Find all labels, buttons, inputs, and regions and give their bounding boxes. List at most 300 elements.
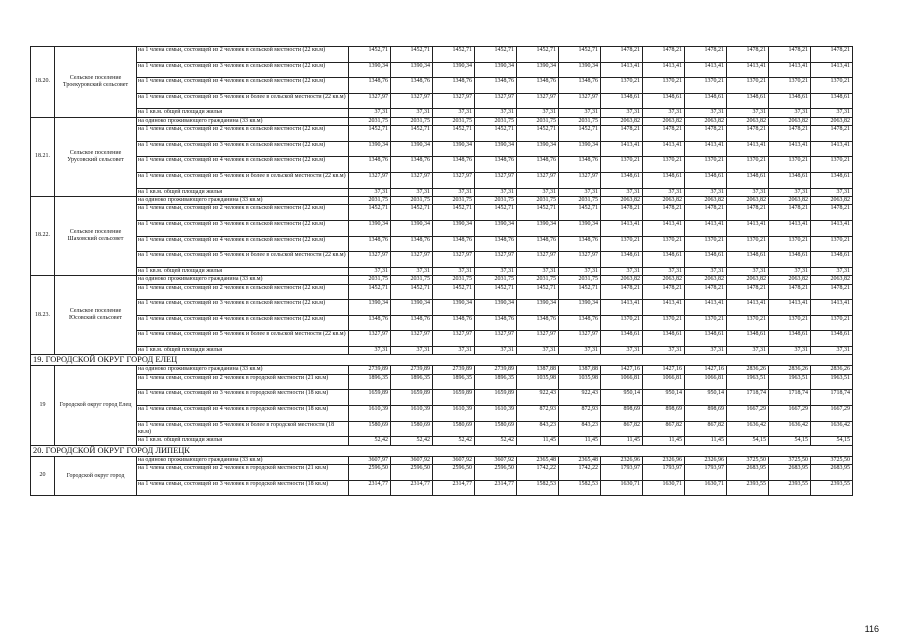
norm-description: на 1 члена семьи, состоящей из 3 человек в сельской местности (22 кв.м) [137,300,349,316]
value-cell: 37,31 [517,346,559,354]
municipality-name: Сельское поселение Юсовский сельсовет [55,276,137,355]
value-cell: 950,14 [643,390,685,406]
table-row [31,117,853,125]
value-cell: 1390,34 [475,141,517,157]
value-cell: 1478,21 [685,47,727,63]
value-cell: 2393,55 [727,480,769,496]
value-cell: 37,31 [433,188,475,196]
value-cell: 37,31 [349,267,391,275]
value-cell: 1327,97 [475,93,517,109]
value-cell: 2063,82 [685,196,727,204]
norm-description: на 1 члена семьи, состоящей из 2 человек в сельской местности (22 кв.м) [137,47,349,63]
value-cell: 1348,76 [433,315,475,331]
value-cell: 898,69 [601,405,643,421]
value-cell: 950,14 [601,390,643,406]
value-cell: 1742,22 [559,465,601,481]
value-cell: 1478,21 [601,284,643,300]
value-cell: 1452,71 [517,284,559,300]
table-row [31,284,853,300]
value-cell: 1390,34 [349,220,391,236]
value-cell: 1066,81 [685,374,727,390]
value-cell: 37,31 [349,346,391,354]
value-cell: 898,69 [643,405,685,421]
value-cell: 1413,41 [601,220,643,236]
value-cell: 1387,88 [559,366,601,374]
norm-description: на 1 члена семьи, состоящей из 2 человек в городской местности (21 кв.м) [137,465,349,481]
value-cell: 37,31 [559,109,601,117]
value-cell: 1413,41 [727,300,769,316]
value-cell: 1327,97 [517,252,559,268]
value-cell: 1390,34 [559,62,601,78]
value-cell: 1718,74 [727,390,769,406]
value-cell: 2739,89 [433,366,475,374]
value-cell: 1390,34 [517,220,559,236]
value-cell: 1370,21 [727,78,769,94]
value-cell: 1478,21 [643,47,685,63]
value-cell: 37,31 [727,109,769,117]
table-row [31,315,853,331]
value-cell: 1370,21 [727,157,769,173]
value-cell: 2063,82 [769,117,811,125]
value-cell: 1327,97 [475,172,517,188]
value-cell: 1390,34 [475,62,517,78]
value-cell: 2683,95 [769,465,811,481]
norm-description: на 1 члена семьи, состоящей из 4 человек в сельской местности (22 кв.м) [137,157,349,173]
value-cell: 2836,26 [727,366,769,374]
value-cell: 1370,21 [769,315,811,331]
value-cell: 1348,76 [475,157,517,173]
table-row [31,374,853,390]
norm-description: на 1 кв.м. общей площади жилья [137,437,349,445]
row-code: 18.22. [31,196,55,275]
value-cell: 1452,71 [433,126,475,142]
value-cell: 2031,75 [433,117,475,125]
value-cell: 1452,71 [517,205,559,221]
value-cell: 1390,34 [517,62,559,78]
value-cell: 1413,41 [769,62,811,78]
value-cell: 3725,50 [727,456,769,464]
value-cell: 2326,96 [685,456,727,464]
norm-description: на одиноко проживающего гражданина (33 кв.м) [137,117,349,125]
value-cell: 1327,97 [517,172,559,188]
value-cell: 1580,69 [349,421,391,437]
value-cell: 1413,41 [685,141,727,157]
norm-description: на 1 члена семьи, состоящей из 2 человек в городской местности (21 кв.м) [137,374,349,390]
value-cell: 922,43 [559,390,601,406]
value-cell: 2031,75 [475,196,517,204]
value-cell: 2596,50 [391,465,433,481]
table-row [31,196,853,204]
norm-description: на 1 члена семьи, состоящей из 3 человек в сельской местности (22 кв.м) [137,220,349,236]
value-cell: 1348,76 [349,78,391,94]
value-cell: 2063,82 [643,196,685,204]
value-cell: 1413,41 [727,62,769,78]
norm-description: на одиноко проживающего гражданина (33 кв.м) [137,456,349,464]
section-row [31,355,853,366]
value-cell: 2063,82 [727,276,769,284]
value-cell: 1478,21 [811,205,853,221]
value-cell: 1390,34 [433,141,475,157]
value-cell: 867,82 [601,421,643,437]
value-cell: 1348,61 [685,331,727,347]
value-cell: 1478,21 [811,126,853,142]
value-cell: 37,31 [517,109,559,117]
value-cell: 52,42 [391,437,433,445]
norm-description: на 1 члена семьи, состоящей из 3 человек в сельской местности (22 кв.м) [137,62,349,78]
value-cell: 2596,50 [433,465,475,481]
value-cell: 1348,61 [769,93,811,109]
value-cell: 2063,82 [601,276,643,284]
value-cell: 2596,50 [475,465,517,481]
value-cell: 1370,21 [601,236,643,252]
value-cell: 37,31 [769,188,811,196]
table-row [31,480,853,496]
value-cell: 11,45 [601,437,643,445]
value-cell: 1327,97 [391,93,433,109]
row-code: 18.23. [31,276,55,355]
value-cell: 2063,82 [601,196,643,204]
value-cell: 37,31 [685,109,727,117]
row-code: 19 [31,366,55,445]
value-cell: 1413,41 [769,300,811,316]
value-cell: 1478,21 [643,205,685,221]
value-cell: 2031,75 [559,276,601,284]
value-cell: 37,31 [517,267,559,275]
value-cell: 37,31 [601,188,643,196]
table-row [31,205,853,221]
value-cell: 1327,97 [517,331,559,347]
value-cell: 1390,34 [433,300,475,316]
value-cell: 1413,41 [643,62,685,78]
value-cell: 1582,53 [559,480,601,496]
value-cell: 37,31 [601,346,643,354]
value-cell: 1327,97 [433,93,475,109]
value-cell: 867,82 [643,421,685,437]
value-cell: 1413,41 [811,300,853,316]
value-cell: 1478,21 [601,126,643,142]
value-cell: 1413,41 [601,62,643,78]
value-cell: 37,31 [475,188,517,196]
value-cell: 1348,76 [391,78,433,94]
norm-description: на 1 члена семьи, состоящей из 4 человек в сельской местности (22 кв.м) [137,315,349,331]
value-cell: 2393,55 [811,480,853,496]
value-cell: 1452,71 [391,205,433,221]
value-cell: 1452,71 [391,284,433,300]
value-cell: 1413,41 [685,62,727,78]
value-cell: 1390,34 [517,141,559,157]
value-cell: 1370,21 [811,315,853,331]
value-cell: 1630,71 [685,480,727,496]
table-row [31,126,853,142]
norm-description: на одиноко проживающего гражданина (33 кв.м) [137,276,349,284]
value-cell: 1478,21 [811,284,853,300]
value-cell: 1452,71 [433,47,475,63]
value-cell: 1452,71 [433,284,475,300]
value-cell: 37,31 [391,109,433,117]
value-cell: 1793,97 [601,465,643,481]
value-cell: 1348,61 [601,331,643,347]
value-cell: 1478,21 [685,205,727,221]
value-cell: 2031,75 [517,196,559,204]
value-cell: 1667,29 [811,405,853,421]
value-cell: 2031,75 [349,276,391,284]
value-cell: 1327,97 [559,93,601,109]
value-cell: 1348,61 [643,93,685,109]
value-cell: 37,31 [811,188,853,196]
value-cell: 1327,97 [349,252,391,268]
value-cell: 1348,61 [811,93,853,109]
value-cell: 1327,97 [433,172,475,188]
value-cell: 1348,61 [601,172,643,188]
value-cell: 1370,21 [601,157,643,173]
value-cell: 1348,76 [433,236,475,252]
value-cell: 1659,89 [475,390,517,406]
value-cell: 2031,75 [475,276,517,284]
value-cell: 2063,82 [811,276,853,284]
municipality-name: Городской округ город [55,456,137,496]
table-row [31,366,853,374]
value-cell: 2739,89 [475,366,517,374]
value-cell: 1327,97 [349,172,391,188]
value-cell: 1348,61 [601,252,643,268]
value-cell: 1667,29 [727,405,769,421]
norm-description: на 1 члена семьи, состоящей из 4 человек в сельской местности (22 кв.м) [137,78,349,94]
value-cell: 1452,71 [475,205,517,221]
value-cell: 1348,61 [811,172,853,188]
value-cell: 2739,89 [391,366,433,374]
norm-description: на 1 члена семьи, состоящей из 2 человек в сельской местности (22 кв.м) [137,126,349,142]
norm-description: на 1 члена семьи, состоящей из 3 человек в сельской местности (22 кв.м) [137,141,349,157]
value-cell: 1370,21 [643,236,685,252]
value-cell: 52,42 [475,437,517,445]
value-cell: 54,15 [769,437,811,445]
value-cell: 2063,82 [643,276,685,284]
table-row [31,93,853,109]
value-cell: 1370,21 [601,315,643,331]
table-row [31,421,853,437]
value-cell: 2596,50 [349,465,391,481]
value-cell: 1348,61 [643,252,685,268]
value-cell: 1452,71 [391,126,433,142]
value-cell: 11,45 [685,437,727,445]
value-cell: 1413,41 [643,220,685,236]
value-cell: 1390,34 [475,220,517,236]
value-cell: 37,31 [391,267,433,275]
value-cell: 1413,41 [811,220,853,236]
norm-description: на 1 члена семьи, состоящей из 5 человек и более в сельской местности (22 кв.м) [137,252,349,268]
value-cell: 3725,50 [811,456,853,464]
value-cell: 1390,34 [433,62,475,78]
value-cell: 1348,61 [685,252,727,268]
value-cell: 1370,21 [727,236,769,252]
value-cell: 1348,76 [559,236,601,252]
value-cell: 1413,41 [601,300,643,316]
value-cell: 54,15 [727,437,769,445]
value-cell: 37,31 [727,346,769,354]
table-row [31,390,853,406]
value-cell: 1348,61 [727,331,769,347]
value-cell: 2031,75 [517,276,559,284]
value-cell: 2063,82 [643,117,685,125]
value-cell: 1370,21 [685,315,727,331]
norm-description: на 1 члена семьи, состоящей из 3 человек в городской местности (18 кв.м) [137,390,349,406]
value-cell: 1452,71 [391,47,433,63]
value-cell: 1582,53 [517,480,559,496]
value-cell: 37,31 [433,267,475,275]
table-row [31,62,853,78]
value-cell: 2683,95 [727,465,769,481]
value-cell: 2739,89 [349,366,391,374]
value-cell: 1452,71 [559,284,601,300]
municipality-name: Сельское поселение Шаховский сельсовет [55,196,137,275]
value-cell: 37,31 [811,346,853,354]
value-cell: 37,31 [433,109,475,117]
value-cell: 2031,75 [475,117,517,125]
value-cell: 37,31 [391,188,433,196]
value-cell: 1478,21 [769,126,811,142]
value-cell: 1035,98 [517,374,559,390]
value-cell: 1478,21 [727,126,769,142]
value-cell: 37,31 [685,188,727,196]
table-row [31,465,853,481]
value-cell: 1452,71 [559,47,601,63]
value-cell: 1066,81 [643,374,685,390]
norm-description: на 1 члена семьи, состоящей из 2 человек в сельской местности (22 кв.м) [137,284,349,300]
value-cell: 1478,21 [601,47,643,63]
section-row [31,445,853,456]
value-cell: 1413,41 [685,220,727,236]
value-cell: 1452,71 [517,126,559,142]
value-cell: 2314,77 [349,480,391,496]
table-row [31,437,853,445]
value-cell: 2836,26 [769,366,811,374]
value-cell: 1963,51 [727,374,769,390]
value-cell: 2365,48 [559,456,601,464]
section-title: 19. ГОРОДСКОЙ ОКРУГ ГОРОД ЕЛЕЦ [31,355,853,366]
value-cell: 1452,71 [559,205,601,221]
value-cell: 37,31 [769,267,811,275]
table-row [31,141,853,157]
value-cell: 2063,82 [727,117,769,125]
value-cell: 1478,21 [769,284,811,300]
value-cell: 1413,41 [601,141,643,157]
value-cell: 1327,97 [349,331,391,347]
norm-description: на 1 члена семьи, состоящей из 4 человек в городской местности (18 кв.м) [137,405,349,421]
value-cell: 1327,97 [475,252,517,268]
value-cell: 2031,75 [391,276,433,284]
value-cell: 1348,61 [601,93,643,109]
value-cell: 1370,21 [643,157,685,173]
value-cell: 1667,29 [769,405,811,421]
value-cell: 1370,21 [811,157,853,173]
value-cell: 2836,26 [811,366,853,374]
value-cell: 37,31 [643,346,685,354]
value-cell: 1963,51 [769,374,811,390]
value-cell: 1348,61 [727,93,769,109]
value-cell: 1390,34 [349,141,391,157]
value-cell: 1452,71 [475,47,517,63]
value-cell: 1896,35 [391,374,433,390]
value-cell: 2063,82 [811,117,853,125]
value-cell: 1390,34 [391,300,433,316]
value-cell: 1327,97 [349,93,391,109]
value-cell: 1327,97 [475,331,517,347]
value-cell: 1630,71 [601,480,643,496]
table-row [31,157,853,173]
value-cell: 1390,34 [349,300,391,316]
value-cell: 1963,51 [811,374,853,390]
value-cell: 1370,21 [643,315,685,331]
value-cell: 2393,55 [769,480,811,496]
value-cell: 1370,21 [769,78,811,94]
value-cell: 1370,21 [685,236,727,252]
norm-description: на 1 кв.м. общей площади жилья [137,188,349,196]
norm-description: на 1 члена семьи, состоящей из 3 человек в городской местности (18 кв.м) [137,480,349,496]
value-cell: 1348,61 [811,331,853,347]
value-cell: 1413,41 [727,141,769,157]
value-cell: 37,31 [769,346,811,354]
value-cell: 1370,21 [727,315,769,331]
value-cell: 2683,95 [811,465,853,481]
value-cell: 2031,75 [517,117,559,125]
value-cell: 37,31 [349,109,391,117]
value-cell: 1636,42 [769,421,811,437]
value-cell: 37,31 [601,109,643,117]
value-cell: 1348,61 [685,93,727,109]
value-cell: 1348,61 [643,331,685,347]
value-cell: 1793,97 [643,465,685,481]
value-cell: 1390,34 [517,300,559,316]
value-cell: 37,31 [727,188,769,196]
value-cell: 37,31 [475,109,517,117]
value-cell: 37,31 [811,267,853,275]
value-cell: 3607,92 [391,456,433,464]
value-cell: 1035,98 [559,374,601,390]
value-cell: 37,31 [811,109,853,117]
value-cell: 2314,77 [475,480,517,496]
value-cell: 1370,21 [685,157,727,173]
value-cell: 1348,76 [517,157,559,173]
value-cell: 1327,97 [559,331,601,347]
value-cell: 52,42 [433,437,475,445]
table-row [31,331,853,347]
value-cell: 1413,41 [727,220,769,236]
value-cell: 1478,21 [811,47,853,63]
value-cell: 1610,39 [433,405,475,421]
value-cell: 1452,71 [475,126,517,142]
value-cell: 1390,34 [349,62,391,78]
value-cell: 1390,34 [391,62,433,78]
value-cell: 1610,39 [349,405,391,421]
section-title: 20. ГОРОДСКОЙ ОКРУГ ГОРОД ЛИПЕЦК [31,445,853,456]
value-cell: 1370,21 [811,78,853,94]
value-cell: 2031,75 [433,276,475,284]
table-row [31,47,853,63]
value-cell: 1348,76 [559,157,601,173]
norm-description: на одиноко проживающего гражданина (33 кв.м) [137,366,349,374]
value-cell: 1427,16 [643,366,685,374]
value-cell: 2031,75 [559,117,601,125]
value-cell: 922,43 [517,390,559,406]
value-cell: 1452,71 [349,205,391,221]
value-cell: 898,69 [685,405,727,421]
value-cell: 1413,41 [685,300,727,316]
value-cell: 3607,92 [475,456,517,464]
value-cell: 1327,97 [559,252,601,268]
value-cell: 1387,88 [517,366,559,374]
value-cell: 1452,71 [349,126,391,142]
value-cell: 37,31 [475,267,517,275]
